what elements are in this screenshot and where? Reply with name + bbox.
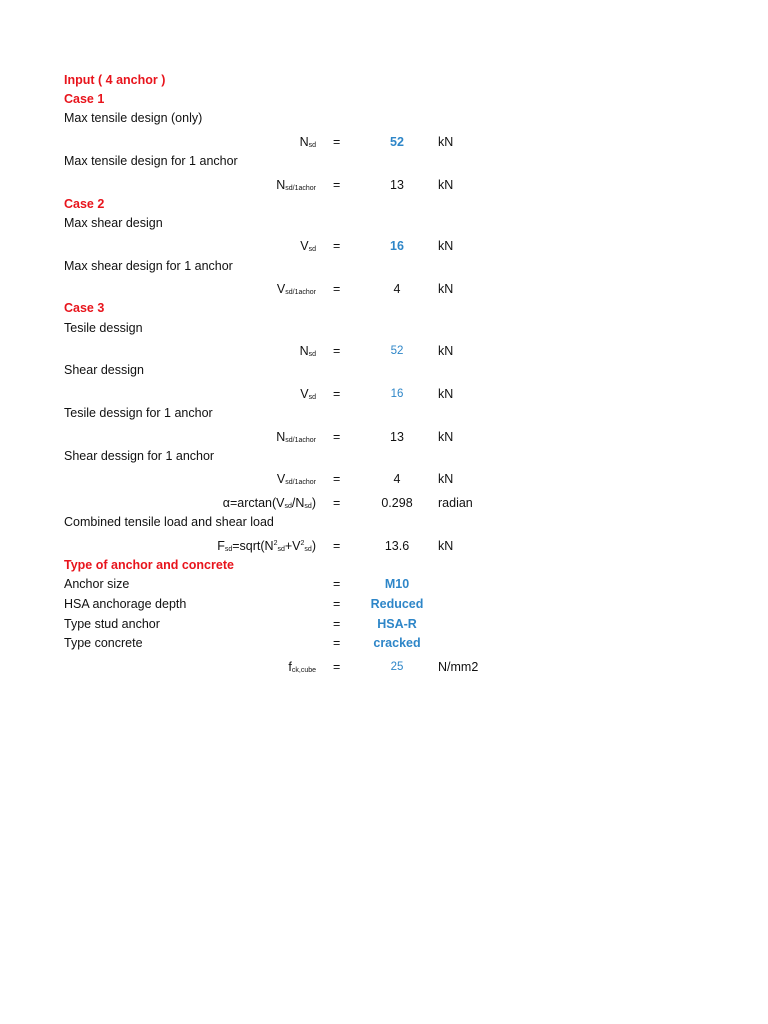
equals-sign: = bbox=[333, 472, 341, 486]
case1-heading: Case 1 bbox=[64, 92, 105, 106]
anchor-size-row bbox=[0, 575, 768, 593]
vsd-symbol: $V_{sd}$ bbox=[300, 387, 316, 401]
nsd-input-cell[interactable]: 52 bbox=[390, 345, 404, 357]
case3-nsd1-row bbox=[0, 428, 768, 446]
fck-input-cell[interactable]: 25 bbox=[390, 661, 404, 673]
case3-fsd-row bbox=[0, 537, 768, 555]
alpha-formula: $\alpha=\arctan(V_{sd}/N_{sd})$ bbox=[222, 496, 316, 510]
tensile-per-anchor-label: Tesile dessign for 1 anchor bbox=[64, 406, 213, 420]
nsd-symbol: $N_{sd}$ bbox=[299, 135, 316, 149]
equals-sign: = bbox=[333, 387, 341, 401]
case3-vsd-row bbox=[0, 385, 768, 403]
equals-sign: = bbox=[333, 496, 341, 510]
anchor-size-label: Anchor size bbox=[64, 577, 130, 591]
case3-alpha-row bbox=[0, 494, 768, 512]
unit-label: kN bbox=[438, 539, 454, 553]
tensile-label: Tesile dessign bbox=[64, 321, 143, 335]
fck-symbol: $f_{ck,cube}$ bbox=[288, 660, 316, 674]
case1-label-row bbox=[0, 109, 768, 127]
case2-heading: Case 2 bbox=[64, 197, 105, 211]
stud-anchor-label: Type stud anchor bbox=[64, 617, 160, 631]
equals-sign: = bbox=[333, 178, 341, 192]
vsd1-value: 4 bbox=[393, 472, 401, 486]
stud-anchor-row bbox=[0, 615, 768, 633]
case3-heading-row bbox=[0, 299, 768, 317]
equals-sign: = bbox=[333, 577, 341, 591]
case3-nsd-row bbox=[0, 342, 768, 360]
combined-label: Combined tensile load and shear load bbox=[64, 515, 274, 529]
max-shear-label: Max shear design bbox=[64, 216, 163, 230]
anchorage-depth-input-cell[interactable]: Reduced bbox=[370, 597, 424, 611]
nsd-symbol: $N_{sd}$ bbox=[299, 344, 316, 358]
vsd1-symbol: $V_{sd/1achor}$ bbox=[276, 472, 316, 486]
vsd-input-cell[interactable]: 16 bbox=[390, 388, 404, 400]
alpha-value: 0.298 bbox=[381, 496, 413, 510]
case2-vsd1-row bbox=[0, 280, 768, 298]
unit-label: kN bbox=[438, 472, 454, 486]
case1-nsd1-row bbox=[0, 176, 768, 194]
equals-sign: = bbox=[333, 430, 341, 444]
equals-sign: = bbox=[333, 617, 341, 631]
unit-label: kN bbox=[438, 344, 454, 358]
shear-label: Shear dessign bbox=[64, 363, 144, 377]
unit-label: kN bbox=[438, 430, 454, 444]
case3-combined-label-row bbox=[0, 513, 768, 531]
anchorage-depth-label: HSA anchorage depth bbox=[64, 597, 187, 611]
equals-sign: = bbox=[333, 539, 341, 553]
nsd1-symbol: $N_{sd/1achor}$ bbox=[276, 178, 316, 192]
vsd-symbol: $V_{sd}$ bbox=[300, 239, 316, 253]
vsd1-value: 4 bbox=[393, 282, 401, 296]
sheet-title: Input ( 4 anchor ) bbox=[64, 73, 166, 87]
unit-label: kN bbox=[438, 282, 454, 296]
equals-sign: = bbox=[333, 239, 341, 253]
unit-label: kN bbox=[438, 178, 454, 192]
equals-sign: = bbox=[333, 344, 341, 358]
concrete-type-input-cell[interactable]: cracked bbox=[373, 636, 421, 650]
fck-row bbox=[0, 658, 768, 676]
nsd-input-cell[interactable]: 52 bbox=[390, 135, 404, 149]
title-row bbox=[0, 71, 768, 89]
anchor-type-heading-row bbox=[0, 556, 768, 574]
case1-per-anchor-row bbox=[0, 152, 768, 170]
case3-tensile-label-row bbox=[0, 319, 768, 337]
case3-shear-label-row bbox=[0, 361, 768, 379]
case3-heading: Case 3 bbox=[64, 301, 105, 315]
fsd-formula: $F_{sd}=sqrt(N^2_{sd}+V^2_{sd})$ bbox=[217, 539, 316, 553]
anchor-size-input-cell[interactable]: M10 bbox=[384, 577, 410, 591]
equals-sign: = bbox=[333, 597, 341, 611]
nsd1-value: 13 bbox=[390, 178, 404, 192]
nsd1-symbol: $N_{sd/1achor}$ bbox=[276, 430, 316, 444]
case1-heading-row bbox=[0, 90, 768, 108]
unit-label: kN bbox=[438, 387, 454, 401]
case3-vsd1-row bbox=[0, 470, 768, 488]
unit-label: N/mm2 bbox=[438, 660, 479, 674]
max-tensile-label: Max tensile design (only) bbox=[64, 111, 203, 125]
unit-label: radian bbox=[438, 496, 473, 510]
anchorage-depth-row bbox=[0, 595, 768, 613]
per-anchor-label: Max tensile design for 1 anchor bbox=[64, 154, 238, 168]
nsd1-value: 13 bbox=[390, 430, 404, 444]
equals-sign: = bbox=[333, 660, 341, 674]
case1-nsd-row bbox=[0, 133, 768, 151]
unit-label: kN bbox=[438, 239, 454, 253]
case2-per-anchor-row bbox=[0, 257, 768, 275]
case3-tensile-per-anchor-row bbox=[0, 404, 768, 422]
case2-heading-row bbox=[0, 195, 768, 213]
case3-shear-per-anchor-row bbox=[0, 447, 768, 465]
concrete-type-row bbox=[0, 634, 768, 652]
per-anchor-label: Max shear design for 1 anchor bbox=[64, 259, 233, 273]
vsd-input-cell[interactable]: 16 bbox=[390, 239, 404, 253]
case2-label-row bbox=[0, 214, 768, 232]
equals-sign: = bbox=[333, 135, 341, 149]
vsd1-symbol: $V_{sd/1achor}$ bbox=[276, 282, 316, 296]
shear-per-anchor-label: Shear dessign for 1 anchor bbox=[64, 449, 215, 463]
case2-vsd-row bbox=[0, 237, 768, 255]
equals-sign: = bbox=[333, 282, 341, 296]
fsd-value: 13.6 bbox=[384, 539, 410, 553]
concrete-type-label: Type concrete bbox=[64, 636, 143, 650]
equals-sign: = bbox=[333, 636, 341, 650]
anchor-type-heading: Type of anchor and concrete bbox=[64, 558, 234, 572]
unit-label: kN bbox=[438, 135, 454, 149]
stud-anchor-input-cell[interactable]: HSA-R bbox=[377, 617, 417, 631]
